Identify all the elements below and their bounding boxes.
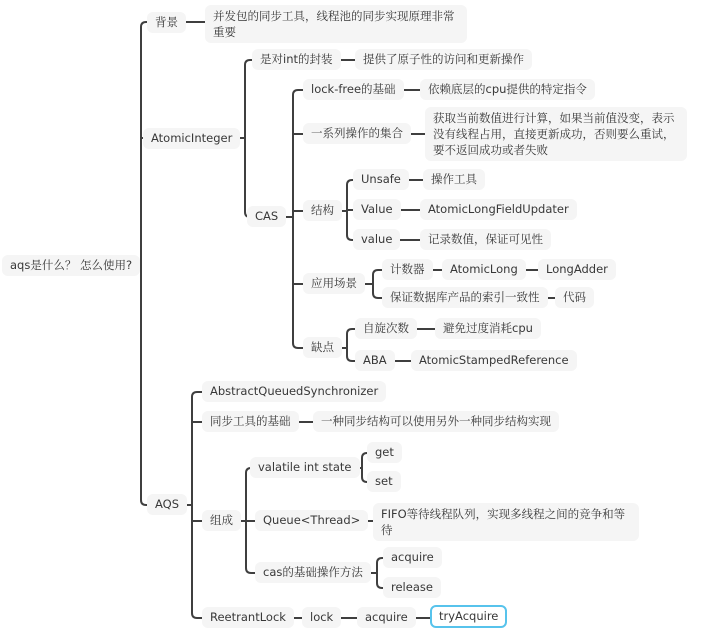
node-lock-free[interactable]: lock-free的基础 xyxy=(303,79,404,100)
node-drawback[interactable]: 缺点 xyxy=(303,337,342,358)
node-queue-thread[interactable]: Queue<Thread> xyxy=(255,510,368,531)
node-value-lower[interactable]: value xyxy=(353,229,400,250)
node-sync-base[interactable]: 同步工具的基础 xyxy=(202,411,299,432)
node-cas-ops[interactable]: cas的基础操作方法 xyxy=(255,562,371,583)
node-unsafe-desc[interactable]: 操作工具 xyxy=(423,169,485,190)
node-queue-thread-desc[interactable]: FIFO等待线程队列，实现多线程之间的竞争和等待 xyxy=(373,503,639,541)
node-ops-set[interactable]: 一系列操作的集合 xyxy=(303,123,411,144)
node-value-upper[interactable]: Value xyxy=(353,199,401,220)
node-scenario[interactable]: 应用场景 xyxy=(303,273,365,294)
node-sync-base-desc[interactable]: 一种同步结构可以使用另外一种同步结构实现 xyxy=(313,411,559,432)
node-int-wrap[interactable]: 是对int的封装 xyxy=(252,49,341,70)
node-aba[interactable]: ABA xyxy=(355,350,395,371)
node-volatile-state[interactable]: valatile int state xyxy=(250,457,360,478)
connector-l1-trunk xyxy=(141,22,152,505)
node-lock-free-desc[interactable]: 依赖底层的cpu提供的特定指令 xyxy=(420,79,595,100)
node-acquire-2[interactable]: acquire xyxy=(357,607,416,628)
node-spin-desc[interactable]: 避免过度消耗cpu xyxy=(435,318,541,339)
node-value-lower-desc[interactable]: 记录数值，保证可见性 xyxy=(420,229,551,250)
connector xyxy=(245,60,258,217)
node-acquire-1[interactable]: acquire xyxy=(383,547,442,568)
node-background-desc[interactable]: 并发包的同步工具，线程池的同步实现原理非常重要 xyxy=(205,5,467,43)
node-release[interactable]: release xyxy=(383,577,441,598)
node-abstract-qs[interactable]: AbstractQueuedSynchronizer xyxy=(202,381,386,402)
node-code[interactable]: 代码 xyxy=(555,287,594,308)
node-ops-set-desc[interactable]: 获取当前数值进行计算，如果当前值没变，表示没有线程占用，直接更新成功，否则要么重试，要不返回成功或者失败 xyxy=(425,107,687,161)
node-cas[interactable]: CAS xyxy=(247,206,286,227)
node-counter[interactable]: 计数器 xyxy=(382,259,433,280)
node-db-index[interactable]: 保证数据库产品的索引一致性 xyxy=(382,287,548,308)
node-atomic-integer[interactable]: AtomicInteger xyxy=(143,128,240,149)
node-try-acquire[interactable]: tryAcquire xyxy=(430,605,507,628)
node-spin[interactable]: 自旋次数 xyxy=(355,318,417,339)
node-aba-desc[interactable]: AtomicStampedReference xyxy=(411,350,577,371)
node-struct[interactable]: 结构 xyxy=(303,200,342,221)
node-value-upper-desc[interactable]: AtomicLongFieldUpdater xyxy=(420,199,577,220)
node-atomic-long[interactable]: AtomicLong xyxy=(442,259,526,280)
node-lock[interactable]: lock xyxy=(302,607,341,628)
node-root[interactable]: aqs是什么？ 怎么使用? xyxy=(2,255,140,276)
node-int-wrap-desc[interactable]: 提供了原子性的访问和更新操作 xyxy=(355,49,532,70)
node-composition[interactable]: 组成 xyxy=(202,510,241,531)
node-set[interactable]: set xyxy=(367,471,401,492)
node-aqs[interactable]: AQS xyxy=(147,494,187,515)
node-reentrant-lock[interactable]: ReetrantLock xyxy=(202,607,294,628)
node-background[interactable]: 背景 xyxy=(147,12,186,33)
node-long-adder[interactable]: LongAdder xyxy=(538,259,616,280)
node-get[interactable]: get xyxy=(367,442,402,463)
node-unsafe[interactable]: Unsafe xyxy=(353,169,409,190)
